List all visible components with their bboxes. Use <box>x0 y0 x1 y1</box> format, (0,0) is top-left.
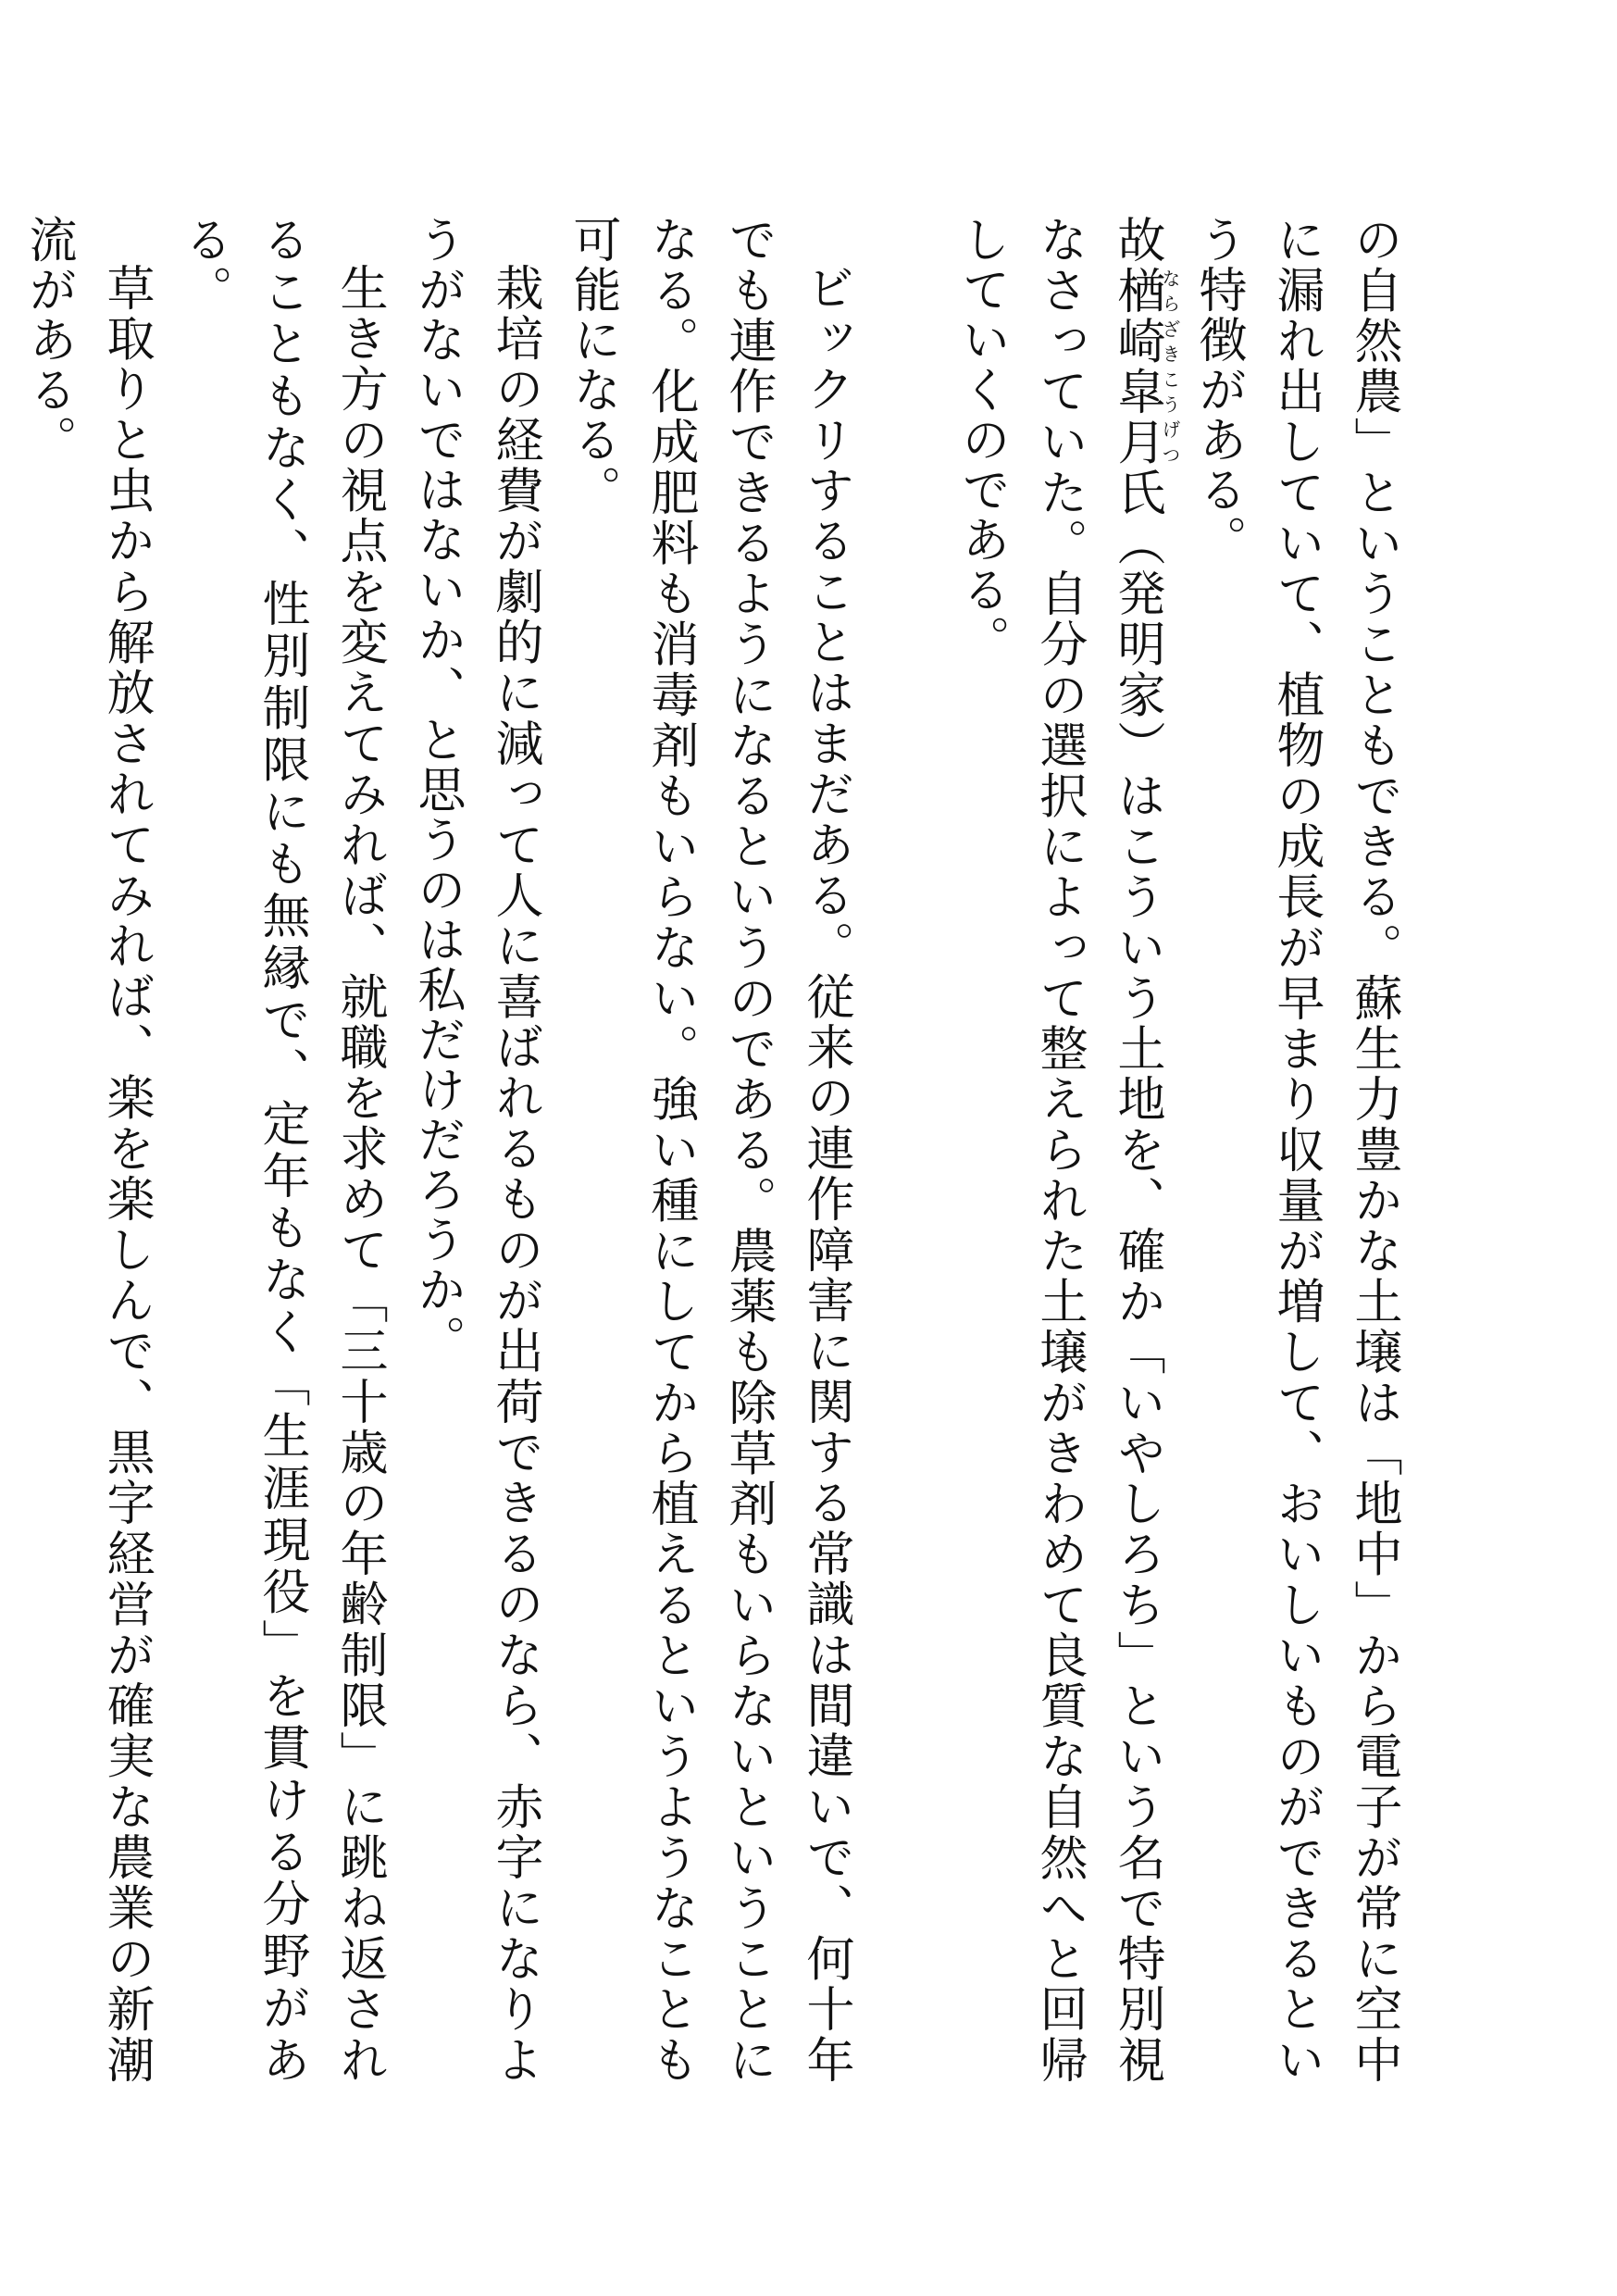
paragraph: ビックリすることはまだある。従来の連作障害に関する常識は間違いで、何十年でも連作できるようになるというのである。農薬も除草剤もいらないということになる。化成肥料も消毒剤もいらない。強い種にしてから植えるというようなことも可能になる。 <box>565 215 853 2085</box>
paragraph: 生き方の視点を変えてみれば、就職を求めて「三十歳の年齢制限」に跳ね返されることもなく、性別制限にも無縁で、定年もなく「生涯現役」を貫ける分野がある。 <box>176 215 387 2085</box>
vertical-text-body <box>20 215 1412 2086</box>
paragraph-suffix: 氏（発明家）はこういう土地を、確か「いやしろち」という名で特別視なさっていた。自分の選択によって整えられた土壌がきわめて良質な自然へと回帰していくのである。 <box>953 215 1164 2086</box>
ruby-reading: ならざきこうげつ <box>1159 265 1181 468</box>
paragraph-with-ruby <box>942 215 1179 2085</box>
paragraph <box>0 215 9 2085</box>
paragraph-prefix: 故 <box>1109 215 1164 266</box>
paragraph: 栽培の経費が劇的に減って人に喜ばれるものが出荷できるのなら、赤字になりようがないではないか、と思うのは私だけだろうか。 <box>409 215 542 2085</box>
ruby-name <box>1109 265 1181 468</box>
paragraph: の自然農」ということもできる。蘇生力豊かな土壌は「地中」から電子が常に空中に漏れ出していて、植物の成長が早まり収量が増して、おいしいものができるという特徴がある。 <box>1190 215 1401 2085</box>
paragraph-break <box>864 215 942 2085</box>
paragraph: 草取りと虫から解放されてみれば、楽を楽しんで、黒字経営が確実な農業の新潮流がある。 <box>20 215 154 2085</box>
ruby-base: 楢崎皐月 <box>1109 265 1164 468</box>
